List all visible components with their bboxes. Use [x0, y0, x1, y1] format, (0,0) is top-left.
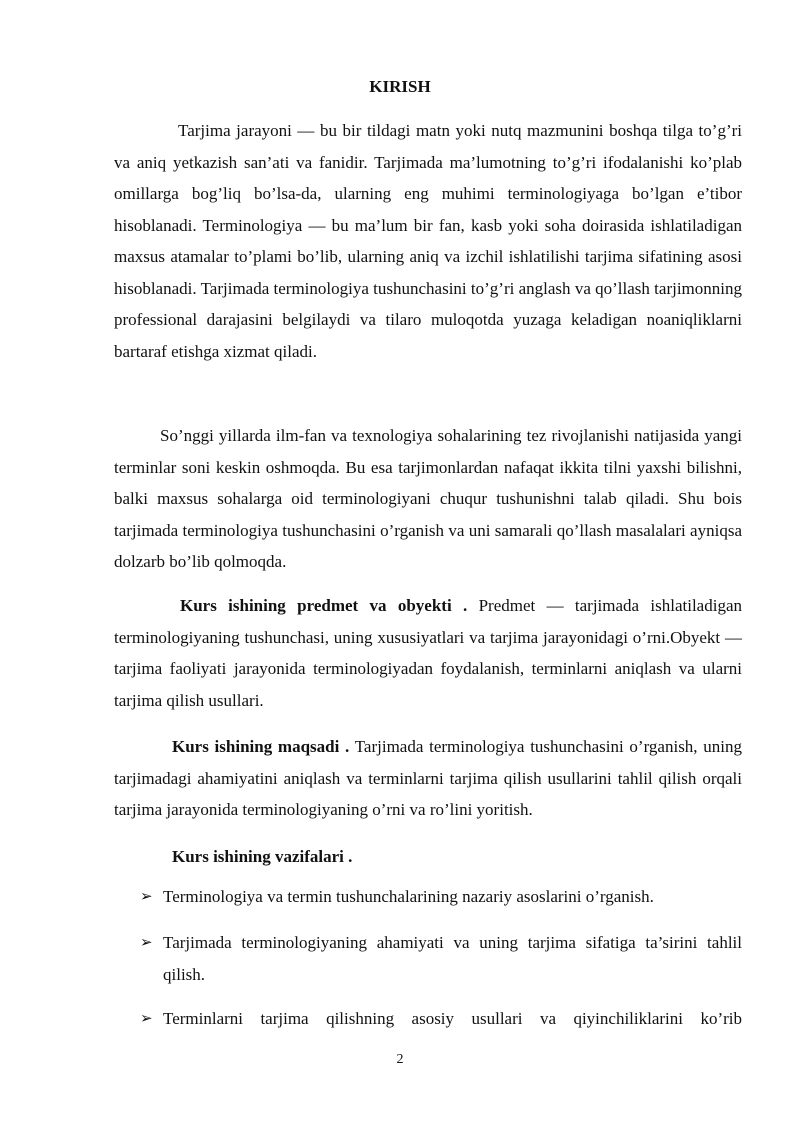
- list-item-text: Terminologiya va termin tushunchalarining nazariy asoslarini o’rganish.: [163, 887, 654, 906]
- page-number: 2: [396, 1052, 404, 1067]
- subject-object-text: Predmet — tarjimada ishlatiladigan terminologiyaning tushunchasi, uning xususiyatlari va tarjima jarayonidagi o’rni.Obyekt — tarjima faoliyati jarayonida terminologiyadan foydalanish, terminlarni aniqlash va ularni tarjima qilish usullari.: [114, 596, 742, 710]
- list-item: [140, 927, 742, 990]
- subject-object-heading: Kurs ishining predmet va obyekti .: [180, 596, 468, 615]
- list-item: [140, 881, 742, 913]
- arrow-bullet-icon: ➢: [140, 887, 153, 905]
- list-item-text: Terminlarni tarjima qilishning asosiy usullari va qiyinchiliklarini ko’rib: [163, 1009, 742, 1028]
- intro-paragraph-2: So’nggi yillarda ilm-fan va texnologiya sohalarining tez rivojlanishi natijasida yangi terminlar soni keskin oshmoqda. Bu esa tarjimonlardan nafaqat ikkita tilni yaxshi bilishni, balki maxsus sohalarga oid terminologiyani chuqur tushunishni talab qiladi. Shu bois tarjimada terminologiya tushunchasini o’rganish va uni samarali qo’llash masalalari ayniqsa dolzarb bo’lib qolmoqda.: [114, 426, 742, 571]
- intro-paragraph-1: Tarjima jarayoni — bu bir tildagi matn yoki nutq mazmunini boshqa tilga to’g’ri va aniq yetkazish san’ati va fanidir. Tarjimada ma’lumotning to’g’ri ifodalanishi ko’plab omillarga bog’liq bo’lsa-da, ularning eng muhimi terminologiyaga bo’lgan e’tibor hisoblanadi. Terminologiya — bu ma’lum bir fan, kasb yoki soha doirasida ishlatiladigan maxsus atamalar to’plami bo’lib, ularning aniq va izchil ishlatilishi tarjima sifatining asosi hisoblanadi. Tarjimada terminologiya tushunchasini to’g’ri anglash va qo’llash tarjimonning professional darajasini belgilaydi va tilaro muloqotda yuzaga keladigan noaniqliklarni bartaraf etishga xizmat qiladi.: [114, 121, 742, 361]
- goal-heading: Kurs ishining maqsadi .: [172, 737, 350, 756]
- list-item-text: Tarjimada terminologiyaning ahamiyati va uning tarjima sifatiga ta’sirini tahlil qilish.: [163, 933, 742, 984]
- tasks-heading: Kurs ishining vazifalari .: [172, 847, 353, 866]
- goal-text: Tarjimada terminologiya tushunchasini o’rganish, uning tarjimadagi ahamiyatini aniqlash va terminlarni tarjima qilish usullarini tahlil qilish orqali tarjima jarayonida terminologiyaning o’rni va ro’lini yoritish.: [114, 737, 742, 819]
- list-item: [140, 1003, 742, 1035]
- arrow-bullet-icon: ➢: [140, 933, 153, 951]
- subject-object-paragraph: [114, 590, 742, 716]
- arrow-bullet-icon: ➢: [140, 1009, 153, 1027]
- goal-paragraph: [114, 731, 742, 826]
- page-title: KIRISH: [369, 77, 431, 96]
